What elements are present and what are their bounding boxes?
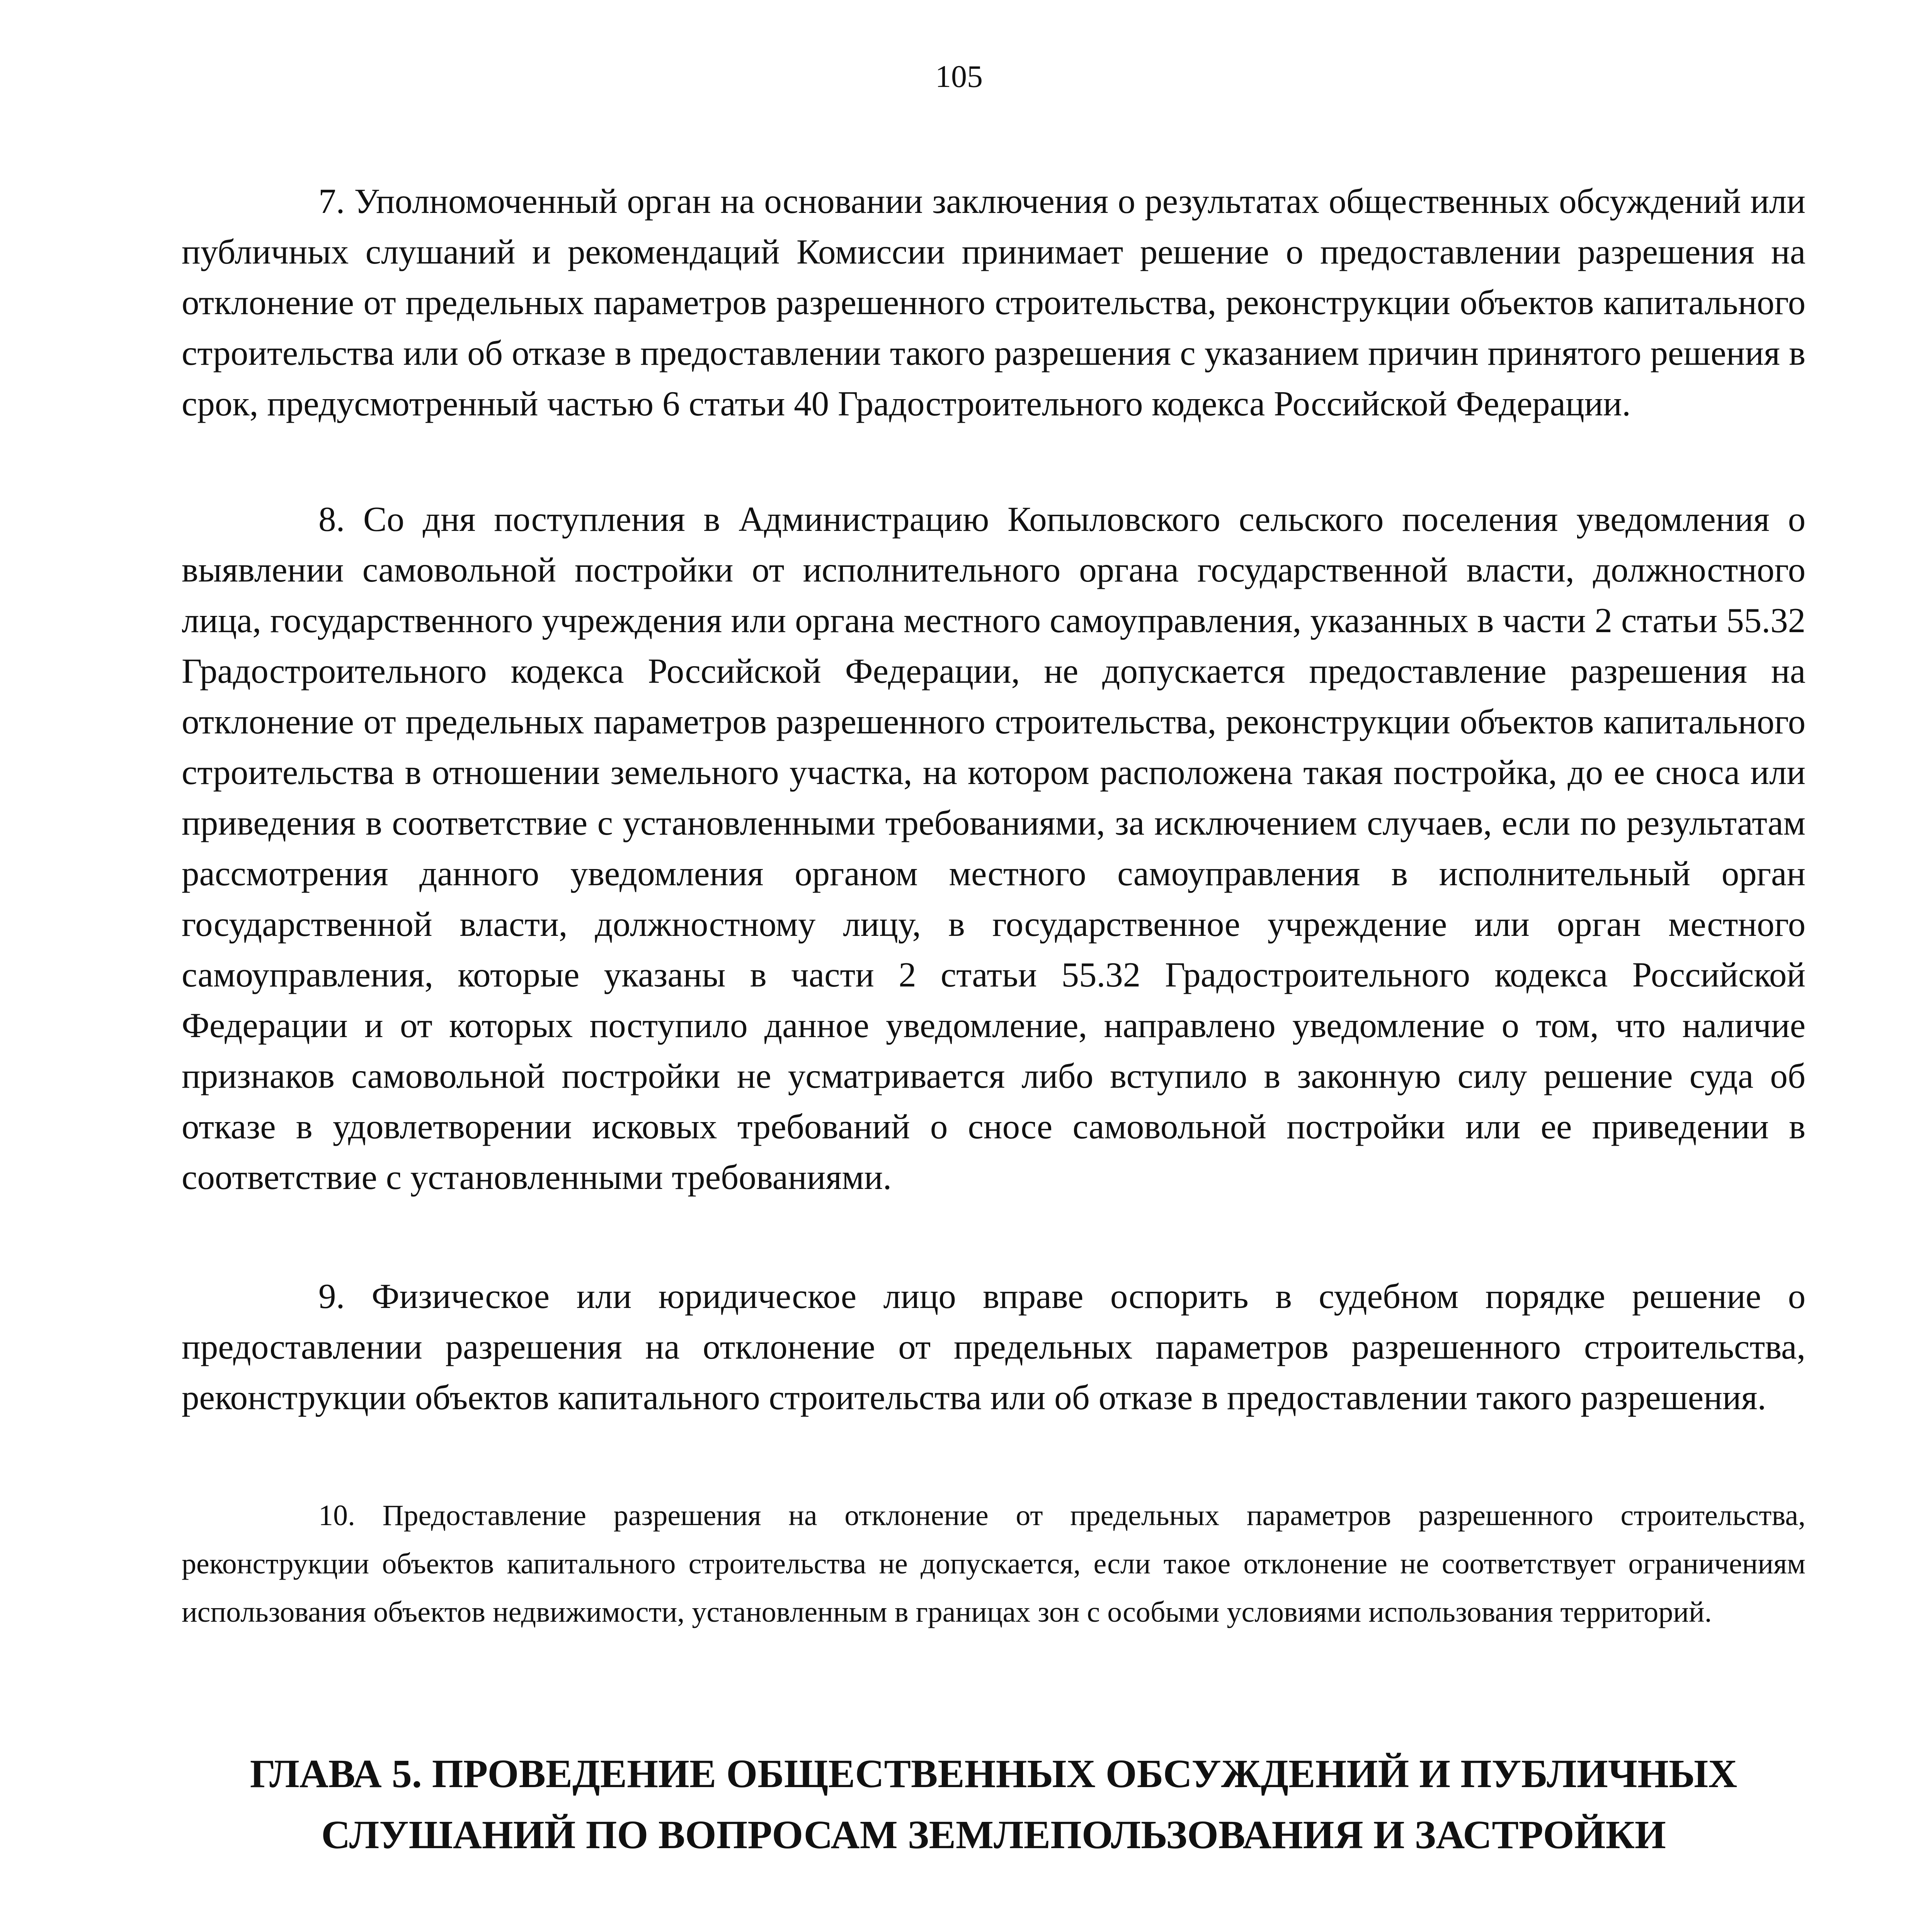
paragraph-8-text: 8. Со дня поступления в Администрацию Копыловского сельского поселения уведомления о выявлении самовольной постройки от исполнительного органа государственной власти, должностного лица, государственного учреждения или органа местного самоуправления, указанных в части 2 статьи 55.32 Градостроительного кодекса Российской Федерации, не допускается предоставление разрешения на отклонение от предельных параметров разрешенного строительства, реконструкции объектов капитального строительства в отношении земельного участка, на котором расположена такая постройка, до ее сноса или приведения в соответствие с установленными требованиями, за исключением случаев, если по результатам рассмотрения данного уведомления органом местного самоуправления в исполнительный орган государственной власти, должностному лицу, в государственное учреждение или орган местного самоуправления, которые указаны в части 2 статьи 55.32 Градостроительного кодекса Российской Федерации и от которых поступило данное уведомление, направлено уведомление о том, что наличие признаков самовольной постройки не усматривается либо вступило в законную силу решение суда об отказе в удовлетворении исковых требований о сносе самовольной постройки или ее приведении в соответствие с установленными требованиями. xyxy=(182,500,1806,1197)
paragraph-7-text: 7. Уполномоченный орган на основании заключения о результатах общественных обсуждений или публичных слушаний и рекомендаций Комиссии принимает решение о предоставлении разрешения на отклонение от предельных параметров разрешенного строительства, реконструкции объектов капитального строительства или об отказе в предоставлении такого разрешения с указанием причин принятого решения в срок, предусмотренный частью 6 статьи 40 Градостроительного кодекса Российской Федерации. xyxy=(182,182,1806,423)
paragraph-9-text: 9. Физическое или юридическое лицо вправе оспорить в судебном порядке решение о предоставлении разрешения на отклонение от предельных параметров разрешенного строительства, реконструкции объектов капитального строительства или об отказе в предоставлении такого разрешения. xyxy=(182,1277,1806,1417)
paragraph-10 xyxy=(182,1492,1806,1636)
chapter-title: ГЛАВА 5. ПРОВЕДЕНИЕ ОБЩЕСТВЕННЫХ ОБСУЖДЕНИЙ И ПУБЛИЧНЫХ СЛУШАНИЙ ПО ВОПРОСАМ ЗЕМЛЕПОЛЬЗОВАНИЯ И ЗАСТРОЙКИ xyxy=(250,1752,1738,1857)
paragraph-7 xyxy=(182,176,1806,429)
page-number: 105 xyxy=(935,59,983,94)
paragraph-10-text: 10. Предоставление разрешения на отклонение от предельных параметров разрешенного строительства, реконструкции объектов капитального строительства не допускается, если такое отклонение не соответствует ограничениям использования объектов недвижимости, установленным в границах зон с особыми условиями использования территорий. xyxy=(182,1499,1806,1628)
paragraph-8 xyxy=(182,494,1806,1202)
paragraph-9 xyxy=(182,1271,1806,1423)
